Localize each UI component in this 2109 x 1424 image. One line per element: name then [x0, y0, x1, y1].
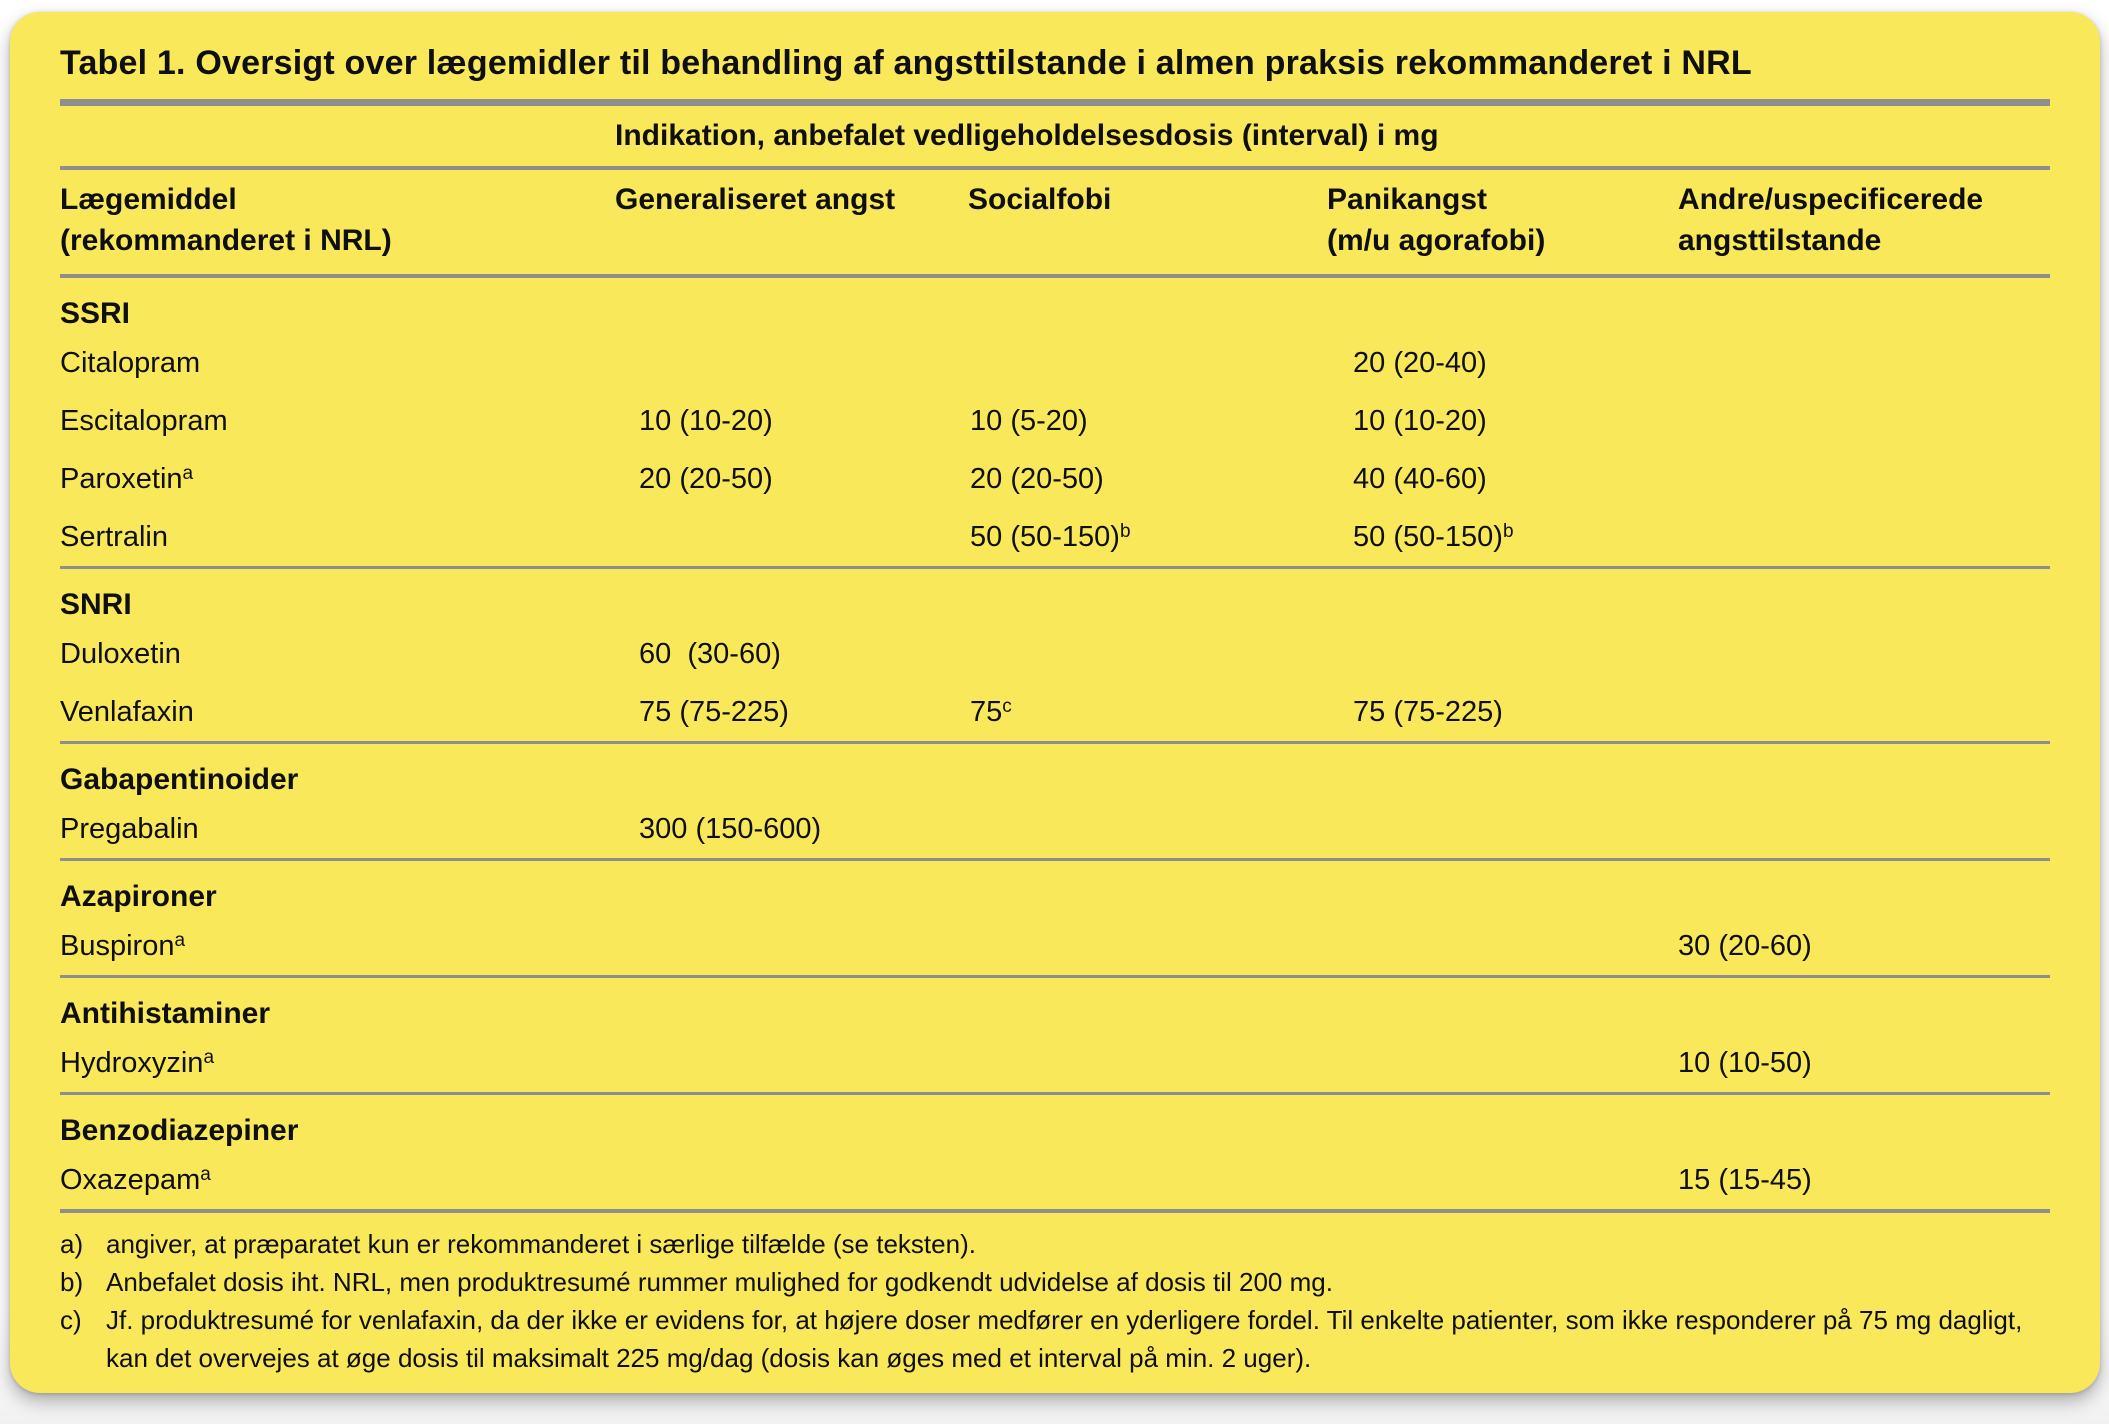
footnote-text-c: Jf. produktresumé for venlafaxin, da der ikke er evidens for, at højere doser medfører en yderligere fordel. Til enkelte patienter, som ikke responderer på 75 mg dagligt, kan det overvejes at øge dosis til maksimalt 225 mg/dag (dosis kan øges med et interval på min. 2 uger). [106, 1305, 2023, 1373]
drug-name-cell: Duloxetin [60, 638, 181, 670]
dose-cell: 10 (10-20) [639, 405, 773, 437]
superscript-note-marker: a [174, 930, 186, 951]
footnote-label-a: a) [60, 1229, 84, 1259]
column-header-5 [1678, 179, 2050, 261]
column-header-line: Socialfobi [968, 183, 1112, 216]
section-header-gabapentinoider: Gabapentinoider [60, 763, 299, 796]
column-header-1 [60, 179, 615, 261]
drug-name-cell: Escitalopram [60, 405, 228, 437]
drug-name-cell: Pregabalin [60, 813, 199, 845]
dose-cell: 20 (20-50) [970, 463, 1104, 495]
dose-cell: 75$^c$ [970, 696, 1012, 728]
dose-cell: 50 $(50-150)^b$ [970, 521, 1131, 553]
section-header-ssri: SSRI [60, 297, 131, 330]
column-header-line: Generaliseret angst [615, 183, 896, 216]
superscript-note-marker: a [203, 1047, 215, 1068]
superscript-note-marker: a [200, 1164, 211, 1185]
dose-cell: 50 $(50-150)^b$ [1353, 521, 1514, 553]
dose-cell: 10 (10-20) [1353, 405, 1487, 437]
footnote-label-b: b) [60, 1267, 84, 1297]
section-header-benzodiazepiner: Benzodiazepiner [60, 1114, 299, 1147]
superscript-note-marker: b [1119, 521, 1131, 542]
dose-cell: 15 (15-45) [1678, 1164, 1812, 1196]
section-header-snri: SNRI [60, 588, 132, 621]
superscript-note-marker: b [1502, 521, 1514, 542]
footnote-text-b: Anbefalet dosis iht. NRL, men produktresumé rummer mulighed for godkendt udvidelse af dosis til 200 mg. [106, 1267, 1333, 1297]
dose-cell: 75 (75-225) [639, 696, 789, 728]
title-divider [60, 99, 2050, 106]
column-header-line: (rekommanderet i NRL) [60, 224, 392, 257]
superscript-note-marker: c [1002, 696, 1012, 717]
dose-cell: 300 (150-600) [639, 813, 822, 845]
dose-table-body [60, 278, 2050, 1213]
dose-cell: 30 (20-60) [1678, 930, 1812, 962]
column-header-line: (m/u agorafobi) [1327, 224, 1546, 257]
drug-name-cell: Venlafaxin [60, 696, 194, 728]
column-header-row [60, 170, 2050, 274]
drug-name-cell: Hydroxyzin$^a$ [60, 1047, 215, 1079]
section-divider [60, 1209, 2050, 1213]
dose-cell: 20 (20-40) [1353, 347, 1487, 379]
column-header-line: Andre/uspecificerede [1678, 183, 1984, 216]
column-header-line: Panikangst [1327, 183, 1488, 216]
superscript-note-marker: a [182, 463, 194, 484]
footnotes [60, 1213, 2050, 1377]
table-card [10, 12, 2100, 1393]
dose-cell: 40 (40-60) [1353, 463, 1487, 495]
dose-cell: 20 (20-50) [639, 463, 773, 495]
section-header-antihistaminer: Antihistaminer [60, 997, 271, 1030]
footnote-text-a: angiver, at præparatet kun er rekommanderet i særlige tilfælde (se teksten). [106, 1229, 976, 1259]
column-header-4 [1327, 179, 1678, 261]
column-header-3 [968, 179, 1327, 220]
indication-span-header: Indikation, anbefalet vedligeholdelsesdosis (interval) i mg [615, 119, 1439, 152]
table-title: Tabel 1. Oversigt over lægemidler til behandling af angsttilstande i almen praksis rekommanderet i NRL [60, 44, 1752, 82]
footnote-label-c: c) [60, 1305, 82, 1335]
drug-name-cell: Paroxetin$^a$ [60, 463, 194, 495]
dose-cell: 10 (5-20) [970, 405, 1088, 437]
dose-cell: 75 (75-225) [1353, 696, 1503, 728]
drug-name-cell: Buspiron$^a$ [60, 930, 186, 962]
drug-name-cell: Oxazepam$^a$ [60, 1164, 211, 1196]
column-header-2 [615, 179, 968, 220]
drug-name-cell: Citalopram [60, 347, 201, 379]
dose-cell: 60 (30-60) [639, 638, 781, 670]
dose-cell: 10 (10-50) [1678, 1047, 1812, 1079]
section-header-azapironer: Azapironer [60, 880, 217, 913]
column-header-line: Lægemiddel [60, 183, 237, 216]
drug-name-cell: Sertralin [60, 521, 168, 553]
column-header-line: angsttilstande [1678, 224, 1882, 257]
